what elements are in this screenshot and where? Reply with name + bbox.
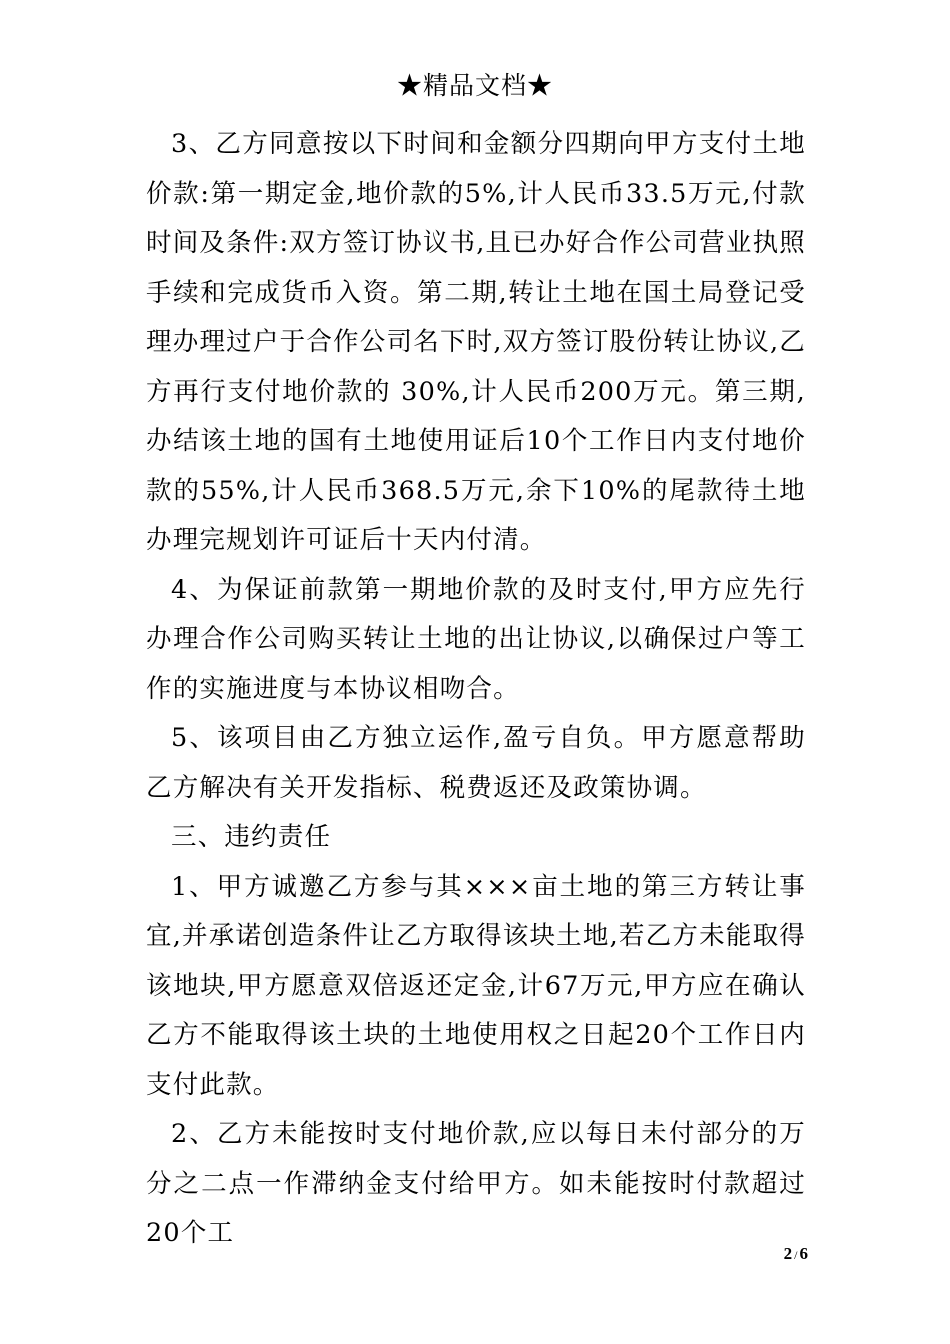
page-number-separator: / — [794, 1248, 798, 1262]
paragraph-independent-operation: 5、该项目由乙方独立运作,盈亏自负。甲方愿意帮助乙方解决有关开发指标、税费返还及政策协调。 — [146, 723, 806, 803]
paragraph-party-a-liability: 1、甲方诚邀乙方参与其×××亩土地的第三方转让事宜,并承诺创造条件让乙方取得该块土地,若乙方未能取得该地块,甲方愿意双倍返还定金,计67万元,甲方应在确认乙方不能取得该土块的土地使用权之日起20个工作日内支付此款。 — [146, 871, 806, 1100]
paragraph-first-payment-guarantee: 4、为保证前款第一期地价款的及时支付,甲方应先行办理合作公司购买转让土地的出让协议,以确保过户等工作的实施进度与本协议相吻合。 — [146, 574, 806, 704]
page-number — [718, 1244, 808, 1264]
section-heading-breach-liability: 三、违约责任 — [171, 822, 332, 852]
page-header-title: ★精品文档★ — [396, 71, 553, 100]
page-number-current: 2 — [783, 1244, 793, 1263]
paragraph-party-b-liability: 2、乙方未能按时支付地价款,应以每日未付部分的万分之二点一作滞纳金支付给甲方。如未能按时付款超过20个工 — [146, 1119, 806, 1248]
page-number-total: 6 — [799, 1244, 808, 1263]
document-body — [146, 120, 806, 1259]
paragraph-payment-schedule: 3、乙方同意按以下时间和金额分四期向甲方支付土地价款:第一期定金,地价款的5%,计人民币33.5万元,付款时间及条件:双方签订协议书,且已办好合作公司营业执照手续和完成货币入资。第二期,转让土地在国土局登记受理办理过户于合作公司名下时,双方签订股份转让协议,乙方再行支付地价款的 30%,计人民币200万元。第三期,办结该土地的国有土地使用证后10个工作日内支付地价款的55%,计人民币368.5万元,余下10%的尾款待土地办理完规划许可证后十天内付清。 — [146, 129, 806, 555]
